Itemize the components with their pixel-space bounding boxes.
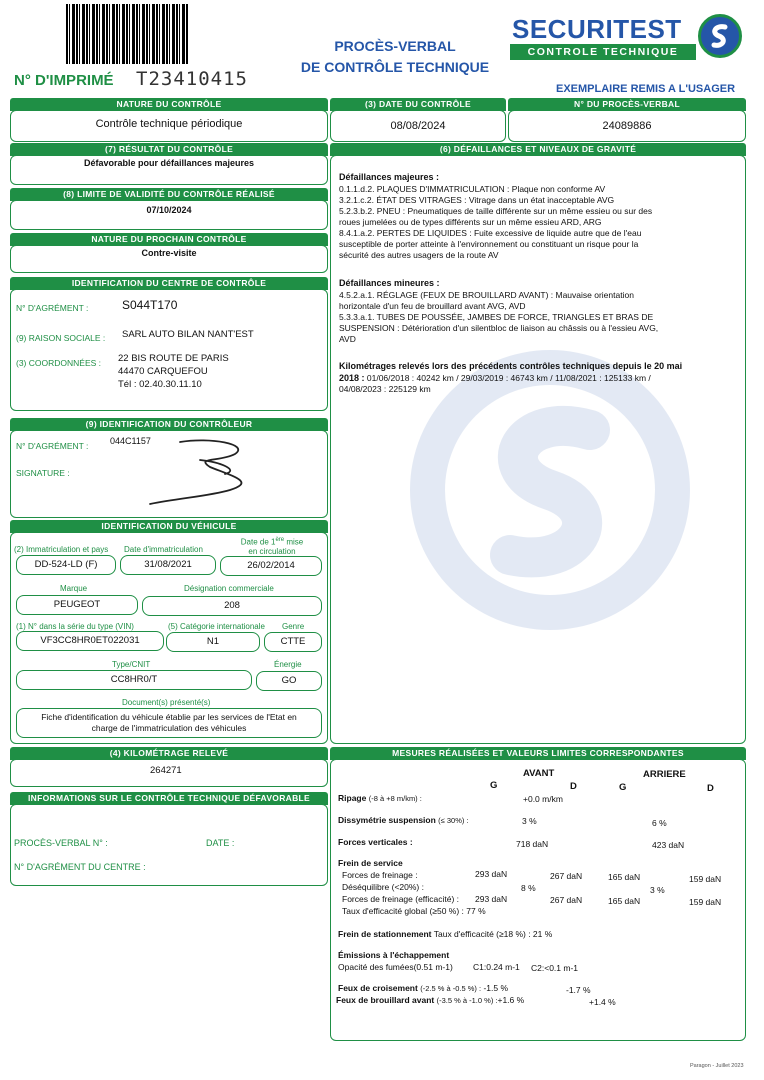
dissym-av: 3 %: [522, 816, 537, 826]
energie-label: Énergie: [274, 660, 302, 669]
signature-label: SIGNATURE :: [16, 468, 70, 478]
pv-header: N° DU PROCÈS-VERBAL: [508, 98, 746, 111]
stationnement-row: Frein de stationnement Taux d'efficacité (≥18 %) : 21 %: [338, 929, 553, 939]
majeures-line: 0.1.1.d.2. PLAQUES D'IMMATRICULATION : Plaque non conforme AV: [339, 184, 606, 194]
date-immat-value: 31/08/2021: [120, 555, 216, 575]
energie-value: GO: [256, 671, 322, 691]
mesures-header: MESURES RÉALISÉES ET VALEURS LIMITES CORRESPONDANTES: [330, 747, 746, 760]
limite-value: 07/10/2024: [146, 205, 192, 215]
freinage-eff-ard: 159 daN: [689, 897, 722, 907]
prochain-header: NATURE DU PROCHAIN CONTRÔLE: [10, 233, 328, 246]
docs-line2: charge de l'immatriculation des véhicules: [91, 723, 247, 733]
ripage-value: +0.0 m/km: [523, 794, 563, 804]
opacite-c1: C1:0.24 m-1: [473, 962, 520, 972]
resultat-header: (7) RÉSULTAT DU CONTRÔLE: [10, 143, 328, 156]
forces-label: Forces verticales :: [338, 837, 413, 847]
signature-image: [140, 432, 280, 512]
immat-label: (2) Immatriculation et pays: [14, 545, 109, 554]
defavorable-header: INFORMATIONS SUR LE CONTRÔLE TECHNIQUE DÉFAVORABLE: [10, 792, 328, 805]
marque-label: Marque: [60, 584, 88, 593]
mineures-title: Défaillances mineures :: [339, 278, 440, 288]
type-label: Type/CNIT: [112, 660, 151, 669]
centre-agrement-label: N° D'AGRÉMENT :: [16, 303, 89, 313]
imprime-label: N° D'IMPRIMÉ: [14, 72, 114, 89]
vehicule-header: IDENTIFICATION DU VÉHICULE: [10, 520, 328, 533]
croisement-d: -1.7 %: [566, 985, 591, 995]
km-value: 264271: [150, 765, 182, 776]
mineures-line: horizontale d'un feu de brouillard avant AVG, AVD: [339, 301, 526, 311]
emissions-title: Émissions à l'échappement: [338, 950, 450, 960]
designation-label: Désignation commerciale: [184, 584, 274, 593]
brand-name: SECURITEST: [512, 14, 682, 44]
copy-note: EXEMPLAIRE REMIS A L'USAGER: [556, 83, 736, 95]
date-header: (3) DATE DU CONTRÔLE: [330, 98, 506, 111]
controleur-agrement: 044C1157: [110, 436, 151, 446]
majeures-line: susceptible de porter atteinte à l'environnement ou constituant un risque pour la: [339, 239, 639, 249]
freinage-label: Forces de freinage :: [342, 870, 418, 880]
centre-raison-label: (9) RAISON SOCIALE :: [16, 333, 106, 343]
resultat-value: Défavorable pour défaillances majeures: [83, 158, 255, 168]
col-d-av: D: [570, 781, 577, 792]
majeures-line: sécurité des autres usagers de la route AV: [339, 250, 499, 260]
freinage-eff-label: Forces de freinage (efficacité) :: [342, 894, 460, 904]
forces-av: 718 daN: [516, 839, 549, 849]
freinage-ard: 159 daN: [689, 874, 722, 884]
mineures-line: AVD: [339, 334, 356, 344]
col-d-ar: D: [707, 783, 714, 794]
centre-header: IDENTIFICATION DU CENTRE DE CONTRÔLE: [10, 277, 328, 290]
freinage-eff-avd: 267 daN: [550, 895, 583, 905]
document-title-line2: DE CONTRÔLE TECHNIQUE: [300, 59, 490, 75]
freinage-eff-avg: 293 daN: [475, 894, 508, 904]
brand-subtitle: CONTROLE TECHNIQUE: [510, 44, 696, 60]
genre-value: CTTE: [264, 632, 322, 652]
avant-label: AVANT: [523, 768, 555, 779]
categorie-label: (5) Catégorie internationale: [168, 622, 265, 631]
frein-title: Frein de service: [338, 858, 403, 868]
deseq-label: Déséquilibre (<20%) :: [342, 882, 424, 892]
securitest-logo: [510, 14, 742, 64]
brouillard-row: Feux de brouillard avant (-3.5 % à -1.0 %) :+1.6 %: [336, 995, 525, 1005]
deseq-av: 8 %: [521, 883, 536, 893]
freinage-arg: 165 daN: [608, 872, 641, 882]
mineures-line: 5.3.3.a.1. TUBES DE POUSSÉE, JAMBES DE FORCE, TRIANGLES ET BRAS DE: [339, 312, 654, 322]
vin-value: VF3CC8HR0ET022031: [16, 631, 164, 651]
dissym-ar: 6 %: [652, 818, 667, 828]
barcode: [66, 4, 188, 64]
date-immat-label: Date d'immatriculation: [124, 545, 203, 554]
centre-tel: Tél : 02.40.30.11.10: [118, 379, 202, 390]
designation-value: 208: [142, 596, 322, 616]
date-value: 08/08/2024: [390, 120, 446, 132]
opacite-c2: C2:<0.1 m-1: [531, 963, 579, 973]
km-history-title: Kilométrages relevés lors des précédents contrôles techniques depuis le 20 mai: [339, 361, 683, 371]
col-g-ar: G: [619, 782, 627, 793]
centre-raison: SARL AUTO BILAN NANT'EST: [122, 329, 254, 340]
controleur-header: (9) IDENTIFICATION DU CONTRÔLEUR: [10, 418, 328, 431]
brand-s-icon: [698, 14, 742, 58]
defavorable-agrement-label: N° D'AGRÉMENT DU CENTRE :: [14, 862, 146, 872]
defaillances-header: (6) DÉFAILLANCES ET NIVEAUX DE GRAVITÉ: [330, 143, 746, 156]
document-title-line1: PROCÈS-VERBAL: [334, 38, 456, 54]
mineures-line: SUSPENSION : Détérioration d'un silentbloc de liaison au châssis ou à l'essieu AVG,: [339, 323, 659, 333]
defavorable-pv-label: PROCÈS-VERBAL N° :: [14, 838, 108, 848]
imprime-number: T23410415: [136, 68, 248, 90]
footer-note: Paragon - Juillet 2023: [690, 1063, 744, 1069]
arriere-label: ARRIERE: [643, 769, 686, 780]
km-history-line: 04/08/2023 : 225129 km: [339, 384, 431, 394]
centre-coord-label: (3) COORDONNÉES :: [16, 358, 102, 368]
nature-value: Contrôle technique périodique: [95, 118, 243, 130]
genre-label: Genre: [282, 622, 305, 631]
limite-header: (8) LIMITE DE VALIDITÉ DU CONTRÔLE RÉALISÉ: [10, 188, 328, 201]
freinage-avg: 293 daN: [475, 869, 508, 879]
brouillard-d: +1.4 %: [589, 997, 616, 1007]
centre-agrement: S044T170: [122, 298, 178, 312]
categorie-value: N1: [166, 632, 260, 652]
dissym-row: Dissymétrie suspension (≤ 30%) :: [338, 815, 469, 825]
deseq-ar: 3 %: [650, 885, 665, 895]
premiere-value: 26/02/2014: [220, 556, 322, 576]
majeures-line: 3.2.1.c.2. ÉTAT DES VITRAGES : Vitrage dans un état inacceptable AVG: [339, 195, 615, 205]
majeures-line: roues jumelées ou de types différents sur un même essieu ARD, ARG: [339, 217, 602, 227]
majeures-title: Défaillances majeures :: [339, 172, 440, 182]
majeures-line: 8.4.1.a.2. PERTES DE LIQUIDES : Fuite excessive de liquide autre que de l'eau: [339, 228, 642, 238]
forces-ar: 423 daN: [652, 840, 685, 850]
immat-value: DD-524-LD (F): [16, 555, 116, 575]
pv-value: 24089886: [602, 120, 652, 132]
freinage-eff-arg: 165 daN: [608, 896, 641, 906]
opacite-label: Opacité des fumées(0.51 m-1): [338, 962, 453, 972]
centre-addr2: 44470 CARQUEFOU: [118, 366, 208, 377]
nature-header: NATURE DU CONTRÔLE: [10, 98, 328, 111]
docs-line1: Fiche d'identification du véhicule établie par les services de l'Etat en: [41, 712, 297, 722]
ripage-row: Ripage (-8 à +8 m/km) :: [338, 793, 422, 803]
km-header: (4) KILOMÉTRAGE RELEVÉ: [10, 747, 328, 760]
type-value: CC8HR0/T: [16, 670, 252, 690]
centre-addr1: 22 BIS ROUTE DE PARIS: [118, 353, 229, 364]
defavorable-date-label: DATE :: [206, 838, 235, 848]
croisement-row: Feux de croisement (-2.5 % à -0.5 %) : -1.5 %: [338, 983, 509, 993]
col-g-av: G: [490, 780, 498, 791]
premiere-label: Date de 1ère mise en circulation: [240, 537, 304, 556]
docs-label: Document(s) présenté(s): [122, 698, 211, 707]
freinage-avd: 267 daN: [550, 871, 583, 881]
taux-global: Taux d'efficacité global (≥50 %) : 77 %: [342, 906, 486, 916]
prochain-value: Contre-visite: [141, 248, 197, 258]
km-history-line: 2018 : 01/06/2018 : 40242 km / 29/03/2019 : 46743 km / 11/08/2021 : 125133 km /: [339, 373, 651, 383]
marque-value: PEUGEOT: [16, 595, 138, 615]
controleur-agrement-label: N° D'AGRÉMENT :: [16, 441, 89, 451]
mineures-line: 4.5.2.a.1. RÉGLAGE (FEUX DE BROUILLARD AVANT) : Mauvaise orientation: [339, 290, 634, 300]
vin-label: (1) N° dans la série du type (VIN): [16, 622, 134, 631]
majeures-line: 5.2.3.b.2. PNEU : Pneumatiques de taille différente sur un même essieu ou sur des: [339, 206, 653, 216]
